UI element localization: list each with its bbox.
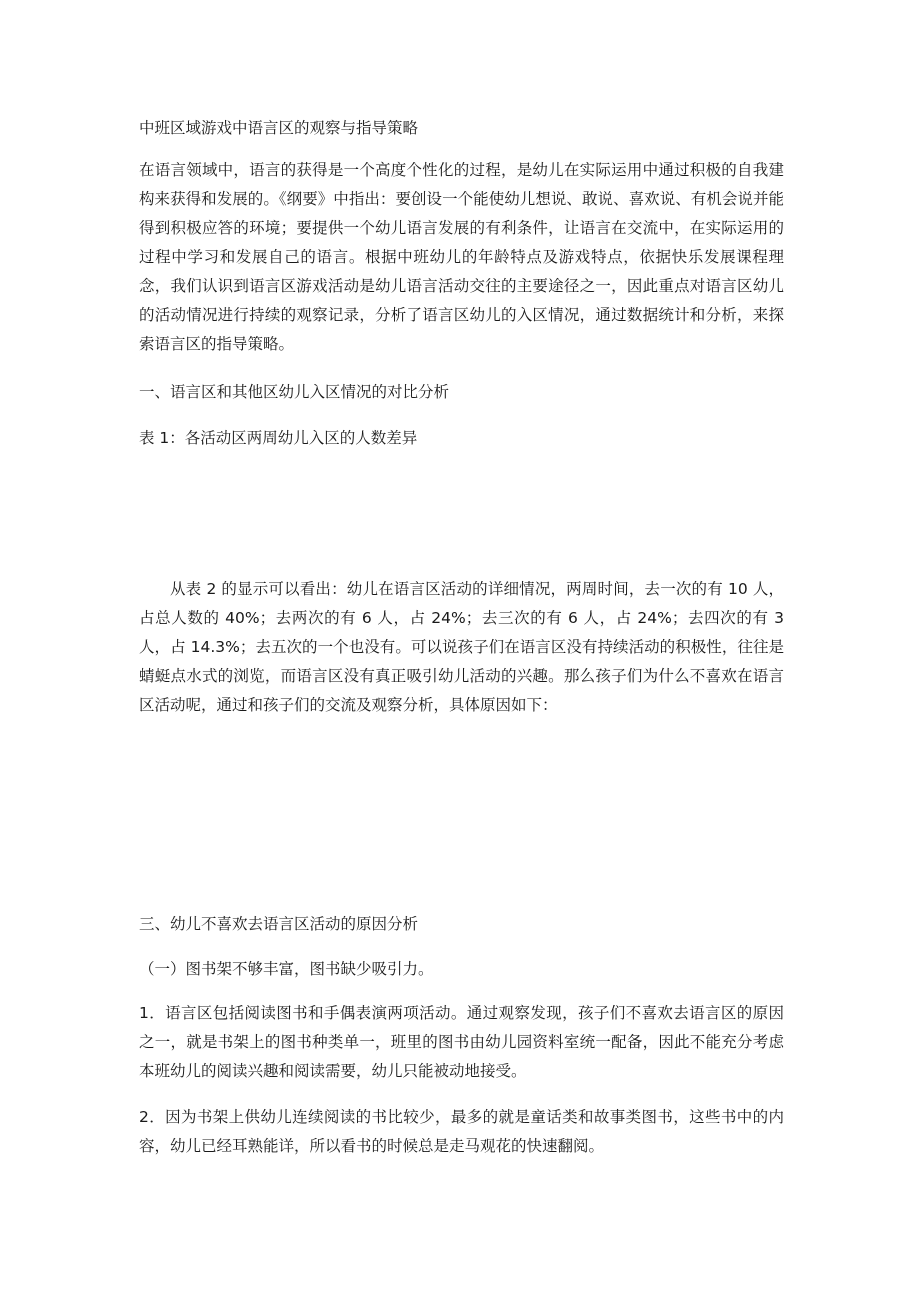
intro-paragraph: 在语言领域中，语言的获得是一个高度个性化的过程，是幼儿在实际运用中通过积极的自我建构来获得和发展的。《纲要》中指出：要创设一个能使幼儿想说、敢说、喜欢说、有机会说并能得到积极应答的环境；要提供一个幼儿语言发展的有利条件，让语言在交流中，在实际运用的过程中学习和发展自己的语言。根据中班幼儿的年龄特点及游戏特点，依据快乐发展课程理念，我们认识到语言区游戏活动是幼儿语言活动交往的主要途径之一，因此重点对语言区幼儿的活动情况进行持续的观察记录，分析了语言区幼儿的入区情况，通过数据统计和分析，来探索语言区的指导策略。: [139, 161, 784, 353]
reason-point-one: 1．语言区包括阅读图书和手偶表演两项活动。通过观察发现，孩子们不喜欢去语言区的原因之一，就是书架上的图书种类单一，班里的图书由幼儿园资料室统一配备，因此不能充分考虑本班幼儿的阅读兴趣和阅读需要，幼儿只能被动地接受。: [139, 1004, 784, 1080]
document-title: 中班区域游戏中语言区的观察与指导策略: [139, 119, 419, 137]
table-two-analysis-paragraph: 从表 2 的显示可以看出：幼儿在语言区活动的详细情况，两周时间，去一次的有 10 人，占总人数的 40%；去两次的有 6 人，占 24%；去三次的有 6 人，占 24%；去四次的有 3 人，占 14.3%；去五次的一个也没有。可以说孩子们在语言区没有持续活动的积极性，往往是蜻蜓点水式的浏览，而语言区没有真正吸引幼儿活动的兴趣。那么孩子们为什么不喜欢在语言区活动呢，通过和孩子们的交流及观察分析，具体原因如下：: [139, 580, 784, 714]
reason-point-two: 2．因为书架上供幼儿连续阅读的书比较少，最多的就是童话类和故事类图书，这些书中的内容，幼儿已经耳熟能详，所以看书的时候总是走马观花的快速翻阅。: [139, 1108, 784, 1155]
section-one-heading: 一、语言区和其他区幼儿入区情况的对比分析: [139, 383, 450, 401]
table-one-caption: 表 1：各活动区两周幼儿入区的人数差异: [139, 429, 418, 447]
section-three-heading: 三、幼儿不喜欢去语言区活动的原因分析: [139, 915, 419, 933]
subsection-one-heading: （一）图书架不够丰富，图书缺少吸引力。: [139, 960, 434, 978]
